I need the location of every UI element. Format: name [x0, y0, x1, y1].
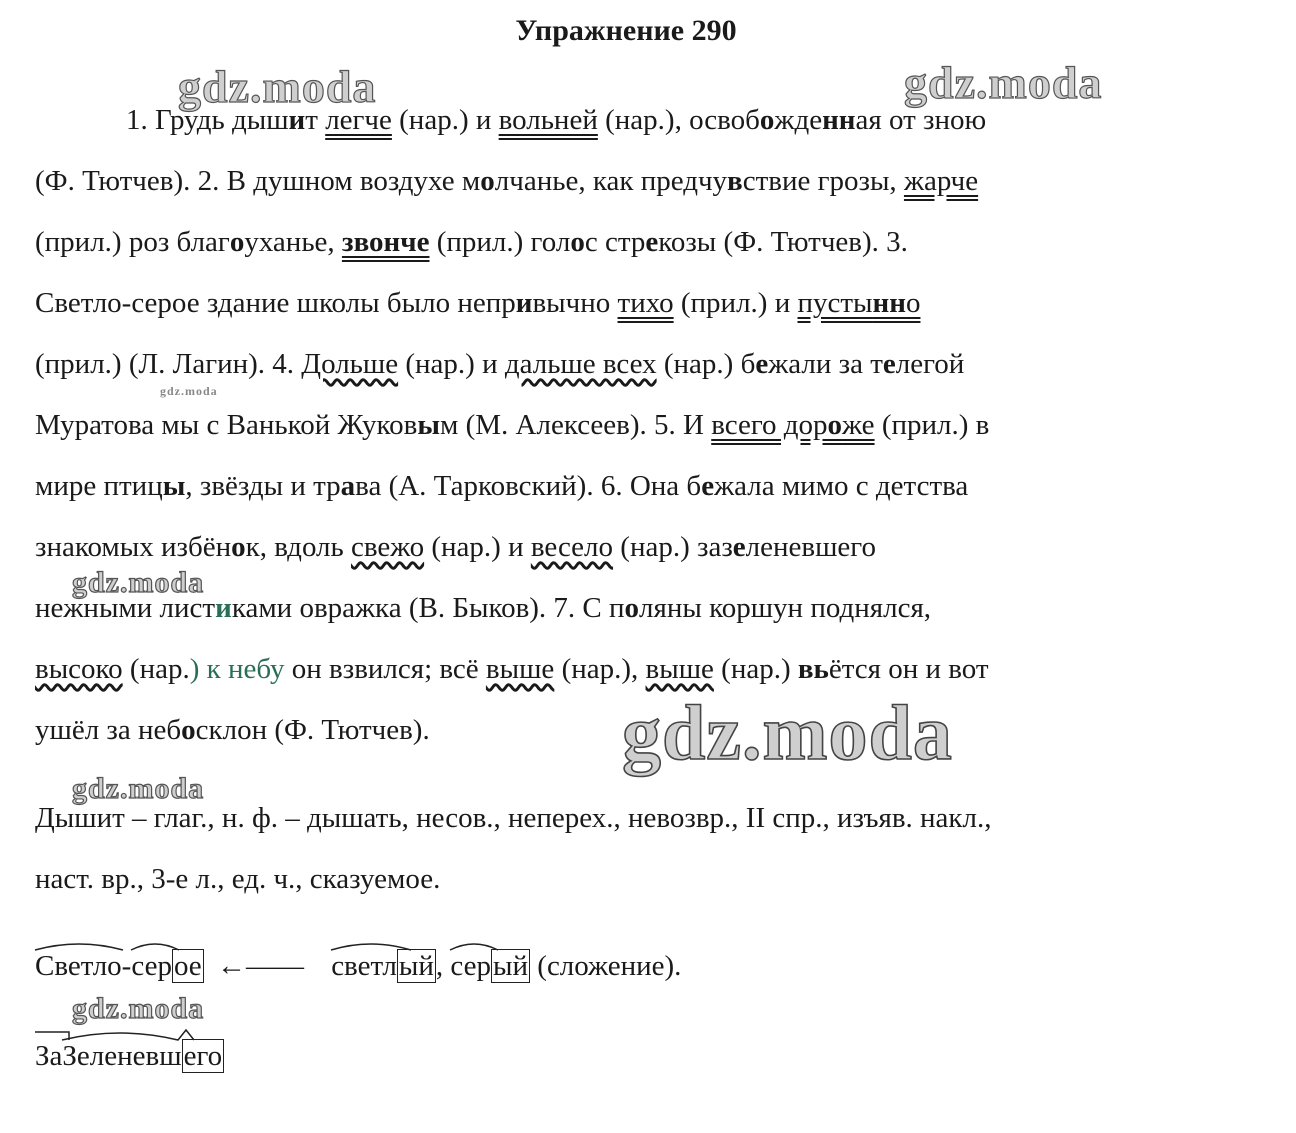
- text: (сложение).: [530, 950, 682, 982]
- bold-letter: ы: [162, 470, 186, 502]
- underlined-word: выше: [485, 653, 555, 685]
- text: сер: [450, 950, 492, 982]
- text: За: [35, 1040, 63, 1072]
- watermark: gdz.moda: [72, 772, 205, 805]
- underlined-word: легче: [325, 104, 392, 136]
- root-svetl: [331, 950, 397, 982]
- text: ) к небу: [189, 653, 285, 685]
- text: (прил.) роз благ: [35, 226, 230, 258]
- bold-letter: и: [215, 592, 232, 624]
- text-line-4: [35, 285, 920, 321]
- text: же: [842, 409, 875, 441]
- text-line-5: [35, 346, 964, 382]
- bold-letter: и: [288, 104, 306, 136]
- underlined-word: жарче: [903, 165, 979, 197]
- text: Светло: [35, 950, 122, 982]
- underlined-word: звонче: [341, 226, 430, 258]
- text: -: [121, 950, 132, 982]
- text: о: [905, 287, 921, 319]
- analysis-line-1: Дышит – глаг., н. ф. – дышать, несов., неперех., невозвр., II спр., изъяв. накл.,: [35, 802, 992, 834]
- bold-letter: о: [231, 531, 246, 563]
- analysis-line-2: наст. вр., 3-е л., ед. ч., сказуемое.: [35, 863, 441, 895]
- watermark: gdz.moda: [72, 566, 205, 599]
- text: (нар.), освоб: [597, 104, 760, 136]
- bold-letter: е: [732, 531, 746, 563]
- text: нежными лист: [35, 592, 216, 624]
- text: ая от зною: [855, 104, 987, 136]
- text: лчанье, как предчу: [494, 165, 728, 197]
- watermark: gdz.moda: [622, 689, 953, 776]
- text-line-3: [35, 224, 908, 260]
- text: (нар.) заз: [613, 531, 733, 563]
- arrow-left-icon: ←——: [216, 950, 304, 982]
- root-arc-icon: [331, 942, 332, 943]
- text-line-1: [126, 102, 986, 138]
- bold-letter: и: [515, 287, 533, 319]
- text: м (М. Алексеев). 5. И: [440, 409, 712, 441]
- underlined-word: вольней: [498, 104, 598, 136]
- text: (нар.),: [554, 653, 646, 685]
- suffix: ш: [159, 1040, 182, 1072]
- bold-letter: в: [727, 165, 743, 197]
- text: склон (Ф. Тютчев).: [195, 714, 430, 746]
- text: Зеленев: [62, 1040, 160, 1072]
- root-ser: [131, 950, 172, 982]
- bold-letter: вь: [797, 653, 829, 685]
- underlined-word: свежо: [351, 531, 425, 563]
- underlined-word: тихо: [617, 287, 674, 319]
- text: (Ф. Тютчев). 2. В душном воздухе м: [35, 165, 481, 197]
- text-line-7: [35, 468, 968, 504]
- text: к, вдоль: [245, 531, 352, 563]
- text: светл: [331, 950, 397, 982]
- underlined-word: весело: [530, 531, 614, 563]
- text: ушёл за неб: [35, 714, 182, 746]
- bold-letter: нн: [872, 287, 906, 319]
- text: сер: [131, 950, 172, 982]
- ending-box: ое: [173, 950, 202, 982]
- text: , звёзды и тр: [185, 470, 341, 502]
- bold-letter: е: [701, 470, 715, 502]
- watermark: gdz.moda: [160, 384, 218, 398]
- root-arc-icon: [131, 942, 132, 943]
- text: он взвился; всё: [284, 653, 486, 685]
- text: (нар.) и: [398, 348, 505, 380]
- bold-letter: о: [229, 226, 245, 258]
- ending-box: ый: [398, 950, 434, 982]
- bold-letter: о: [759, 104, 775, 136]
- text: жде: [774, 104, 823, 136]
- bold-letter: е: [645, 226, 659, 258]
- text-line-2: [35, 163, 978, 199]
- text: (нар.) и: [424, 531, 531, 563]
- text: (прил.) и: [673, 287, 798, 319]
- text: ствие грозы,: [742, 165, 904, 197]
- text-line-10: [35, 651, 989, 687]
- prefix-za: [35, 1040, 62, 1072]
- text: знакомых избён: [35, 531, 232, 563]
- text: (прил.) (Л. Лагин). 4.: [35, 348, 302, 380]
- underlined-word: дальше всех: [504, 348, 657, 380]
- text: всего дор: [711, 409, 828, 441]
- text: (нар.) б: [656, 348, 756, 380]
- watermark: gdz.moda: [72, 992, 205, 1025]
- bold-letter: е: [882, 348, 896, 380]
- bold-letter: е: [755, 348, 769, 380]
- root-arc-icon: [62, 1030, 63, 1031]
- text: пусты: [797, 287, 873, 319]
- text-line-8: [35, 529, 876, 565]
- bold-letter: нн: [822, 104, 856, 136]
- text: козы (Ф. Тютчев). 3.: [658, 226, 908, 258]
- text: (нар.: [122, 653, 190, 685]
- text: с стр: [584, 226, 646, 258]
- text: ва (А. Тарковский). 6. Она б: [355, 470, 702, 502]
- underlined-word: Дольше: [301, 348, 399, 380]
- text: Муратова мы с Ванькой Жуков: [35, 409, 418, 441]
- text: ляны коршун поднялся,: [639, 592, 932, 624]
- text: ётся он и вот: [828, 653, 989, 685]
- morphology-zazelenevshego: [35, 1038, 224, 1074]
- text: (прил.) гол: [429, 226, 571, 258]
- text: легой: [895, 348, 965, 380]
- text: (нар.) и: [391, 104, 499, 136]
- root-arc-icon: [450, 942, 451, 943]
- text-line-11: [35, 712, 430, 748]
- text: 1. Грудь дыш: [126, 104, 289, 136]
- bold-letter: о: [570, 226, 585, 258]
- text: вычно: [532, 287, 618, 319]
- ending-box: ый: [493, 950, 529, 982]
- underlined-word: [711, 409, 874, 441]
- underlined-word: высоко: [35, 653, 123, 685]
- root-ser-2: [450, 950, 491, 982]
- bold-letter: о: [624, 592, 640, 624]
- text: мире птиц: [35, 470, 163, 502]
- underlined-word: [797, 287, 920, 319]
- text: жали за т: [768, 348, 883, 380]
- root-svetlo: [35, 950, 122, 982]
- bold-letter: ы: [417, 409, 440, 441]
- bold-letter: о: [181, 714, 196, 746]
- bold-letter: о: [480, 165, 495, 197]
- text-line-9: [35, 590, 931, 626]
- ending-box: его: [183, 1040, 223, 1072]
- morphology-svetlo-seroe: [35, 948, 681, 984]
- text: (нар.): [713, 653, 798, 685]
- text: уханье,: [244, 226, 342, 258]
- page-title: Упражнение 290: [515, 14, 737, 47]
- bold-letter: а: [340, 470, 356, 502]
- root-arc-icon: [35, 942, 36, 943]
- text: ками овражка (В. Быков). 7. С п: [231, 592, 625, 624]
- text: жала мимо с детства: [714, 470, 969, 502]
- watermark: gdz.moda: [904, 57, 1103, 108]
- root-zelenev: [62, 1040, 159, 1072]
- text: леневшего: [745, 531, 876, 563]
- underlined-word: выше: [645, 653, 714, 685]
- text: ,: [435, 950, 451, 982]
- text-line-6: [35, 407, 989, 443]
- text: Светло-серое здание школы было непр: [35, 287, 516, 319]
- bold-letter: о: [827, 409, 843, 441]
- prefix-mark-icon: [35, 1030, 36, 1031]
- text: т: [305, 104, 326, 136]
- watermark: gdz.moda: [178, 61, 377, 112]
- text: (прил.) в: [874, 409, 990, 441]
